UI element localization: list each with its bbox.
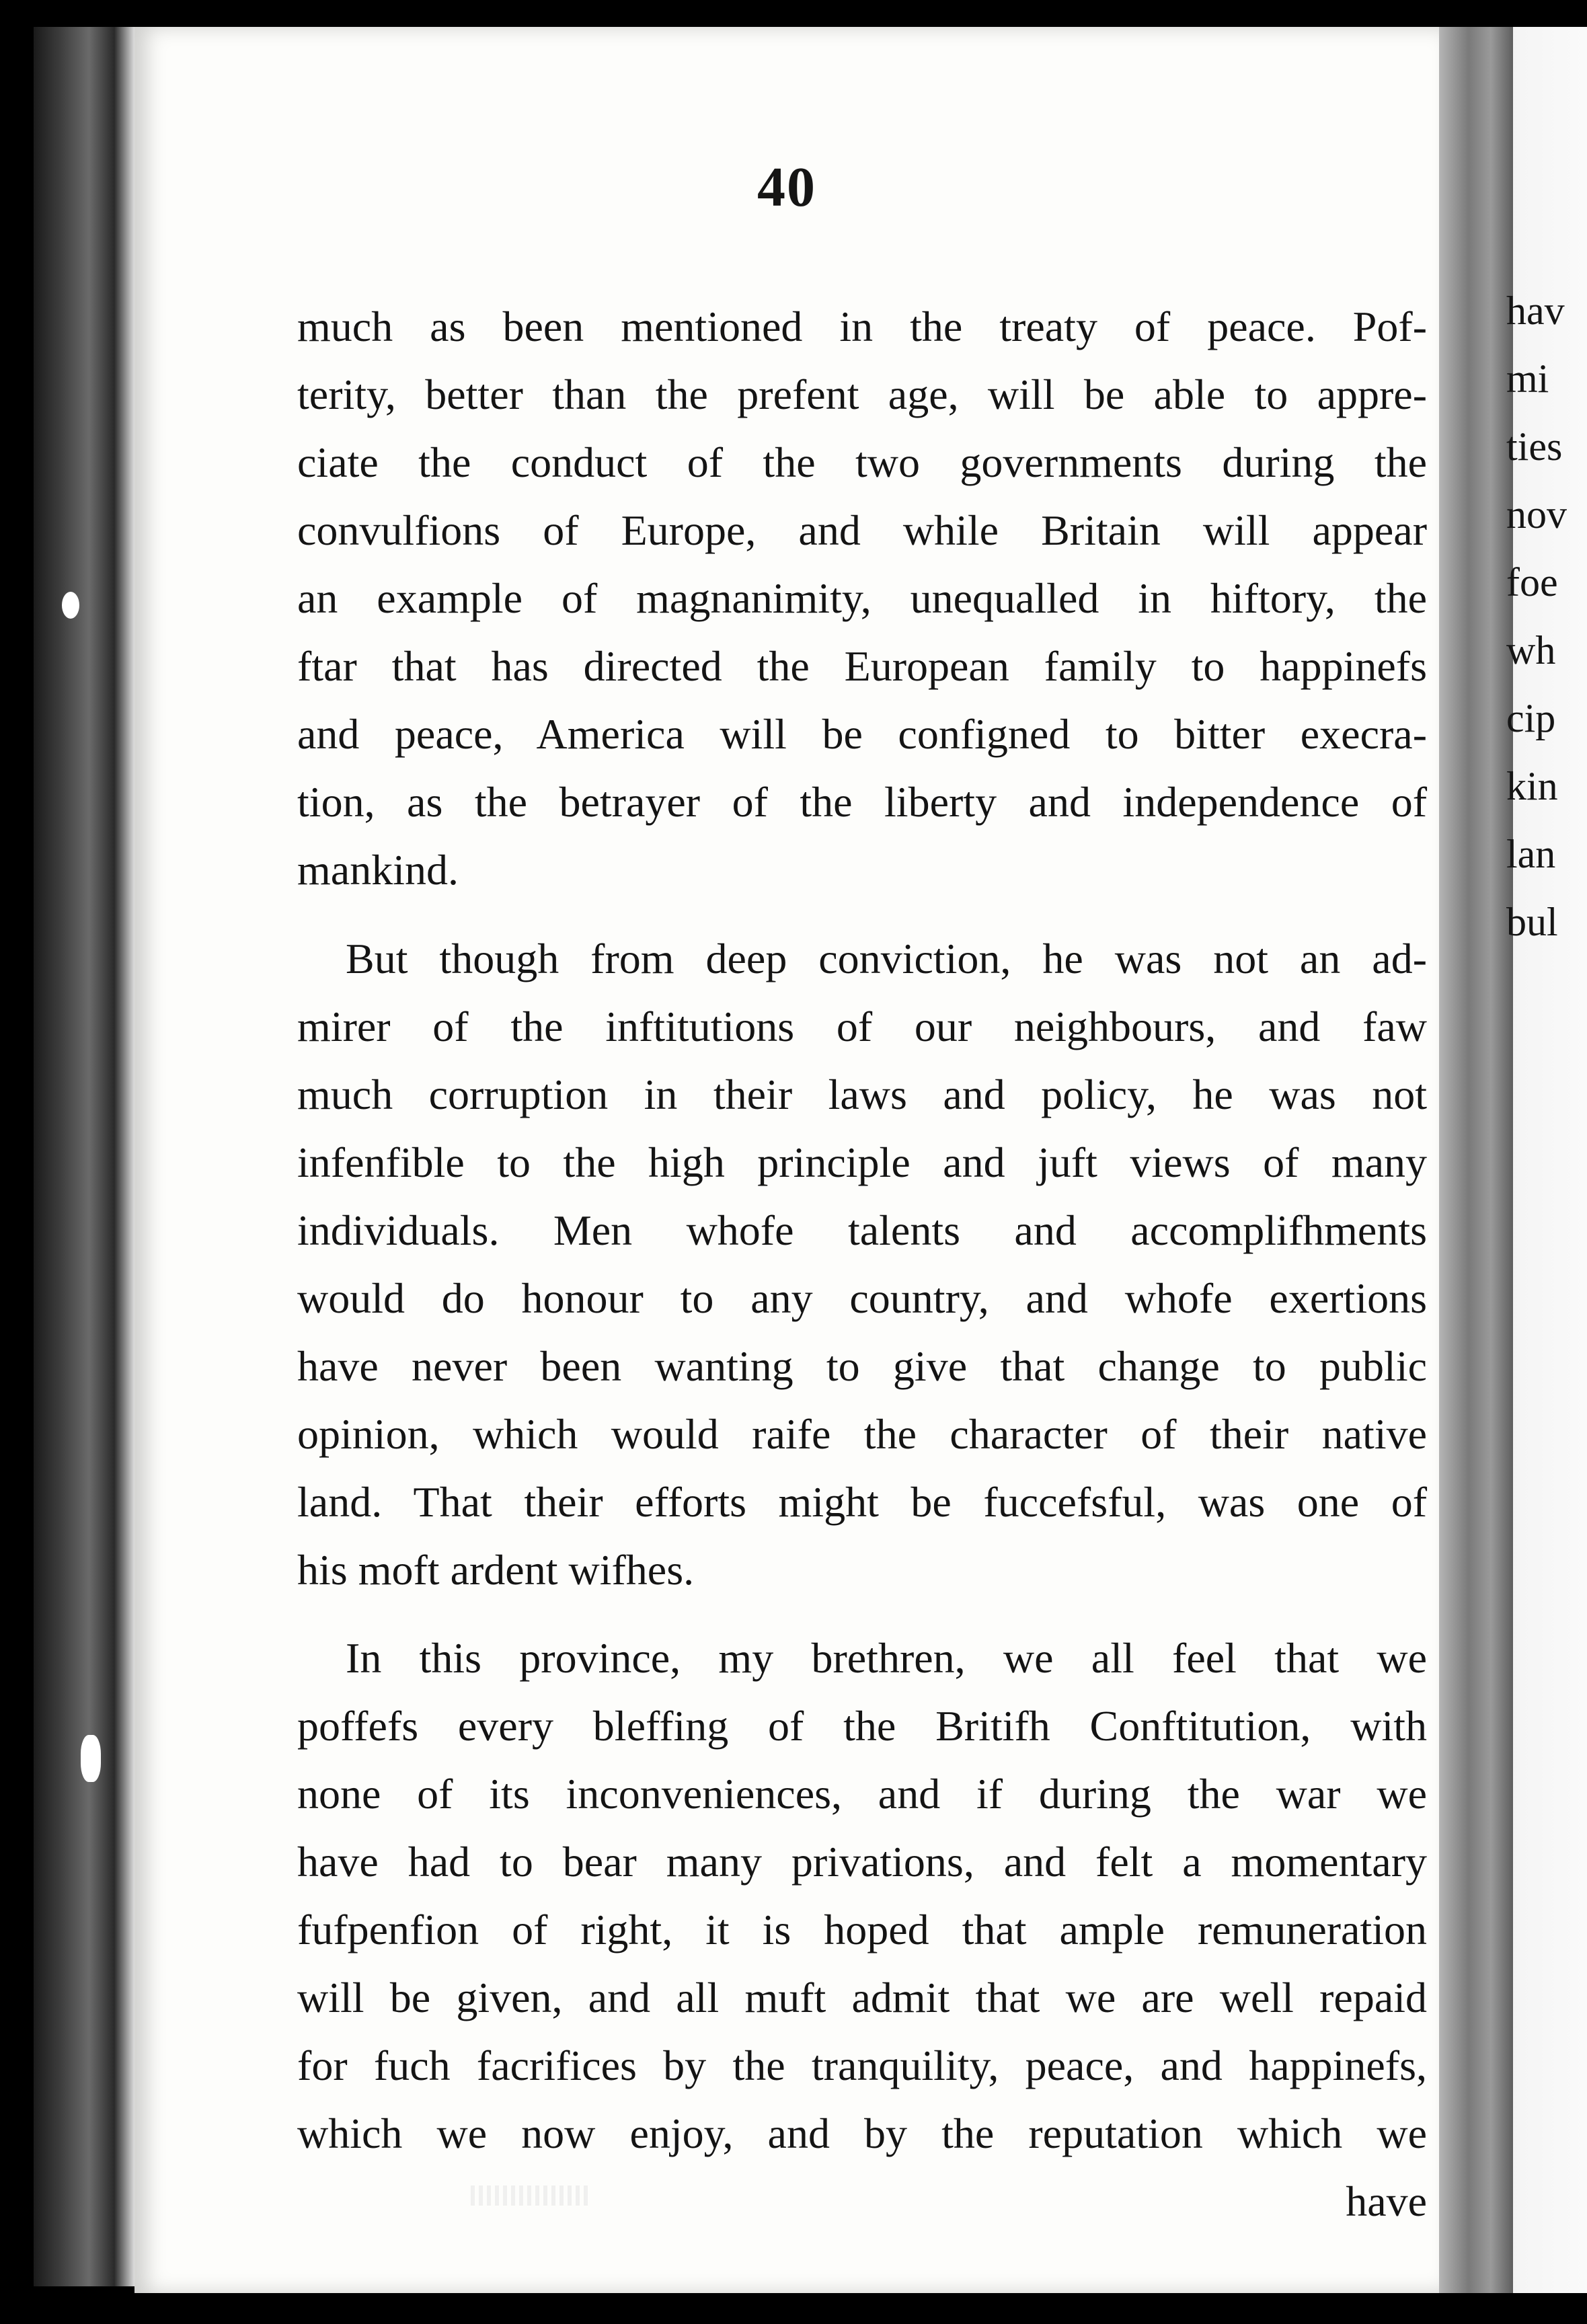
text-line: opinion, which would raife the character of their native (297, 1410, 1427, 1458)
book-binding-edge (34, 27, 134, 2286)
text-line: mirer of the inftitutions of our neighbours, and faw (297, 1003, 1427, 1050)
text-line: none of its inconveniences, and if during the war we (297, 1770, 1427, 1818)
paragraph-3 (297, 1624, 1427, 2235)
fragment-line: lan (1506, 832, 1556, 876)
paragraph-1 (297, 293, 1427, 904)
book-page (134, 27, 1439, 2293)
fragment-line: bul (1506, 900, 1558, 944)
fragment-line: hav (1506, 288, 1565, 333)
text-line: mankind. (297, 846, 459, 894)
text-line: ftar that has directed the European family to happinefs (297, 642, 1427, 690)
fragment-line: foe (1506, 560, 1558, 605)
fragment-line: wh (1506, 628, 1556, 672)
text-line: much as been mentioned in the treaty of peace. Pof- (297, 303, 1427, 350)
text-line: land. That their efforts might be fuccefsful, was one of (297, 1478, 1427, 1526)
faded-stamp (471, 2185, 592, 2206)
text-line: fufpenfion of right, it is hoped that ample remuneration (297, 1906, 1427, 1953)
fragment-line: kin (1506, 764, 1558, 808)
text-line: infenfible to the high principle and juft views of many (297, 1138, 1427, 1186)
text-line: convulfions of Europe, and while Britain will appear (297, 506, 1427, 554)
text-line: poffefs every bleffing of the Britifh Conftitution, with (297, 1702, 1427, 1750)
text-line: have had to bear many privations, and felt a momentary (297, 1838, 1427, 1886)
fragment-line: nov (1506, 492, 1567, 537)
scan-speck (62, 592, 79, 619)
fragment-line: cip (1506, 696, 1556, 740)
text-line: much corruption in their laws and policy, he was not (297, 1071, 1427, 1118)
text-line: an example of magnanimity, unequalled in hiftory, the (297, 574, 1427, 622)
catchword: have (1346, 2177, 1427, 2225)
text-line: In this province, my brethren, we all feel that we (346, 1634, 1427, 1682)
fragment-line: mi (1506, 356, 1549, 401)
scan-speck (81, 1735, 101, 1782)
text-line: tion, as the betrayer of the liberty and independence of (297, 778, 1427, 826)
fragment-line: ties (1506, 424, 1563, 469)
text-line: and peace, America will be configned to bitter execra- (297, 710, 1427, 758)
page-gutter-shadow (1439, 27, 1513, 2293)
text-line: his moft ardent wifhes. (297, 1546, 695, 1594)
text-line: ciate the conduct of the two governments during the (297, 438, 1427, 486)
text-line: But though from deep conviction, he was not an ad- (346, 935, 1427, 982)
text-line: for fuch facrifices by the tranquility, peace, and happinefs, (297, 2042, 1427, 2089)
page-number: 40 (757, 156, 816, 219)
text-line: which we now enjoy, and by the reputation which we (297, 2109, 1427, 2157)
text-line: have never been wanting to give that change to public (297, 1342, 1427, 1390)
text-line: terity, better than the prefent age, will be able to appre- (297, 371, 1427, 418)
facing-page-text-fragments (1506, 277, 1587, 956)
text-line: would do honour to any country, and whofe exertions (297, 1274, 1427, 1322)
text-line: individuals. Men whofe talents and accomplifhments (297, 1206, 1427, 1254)
paragraph-2 (297, 925, 1427, 1604)
text-line: will be given, and all muft admit that we are well repaid (297, 1974, 1427, 2021)
